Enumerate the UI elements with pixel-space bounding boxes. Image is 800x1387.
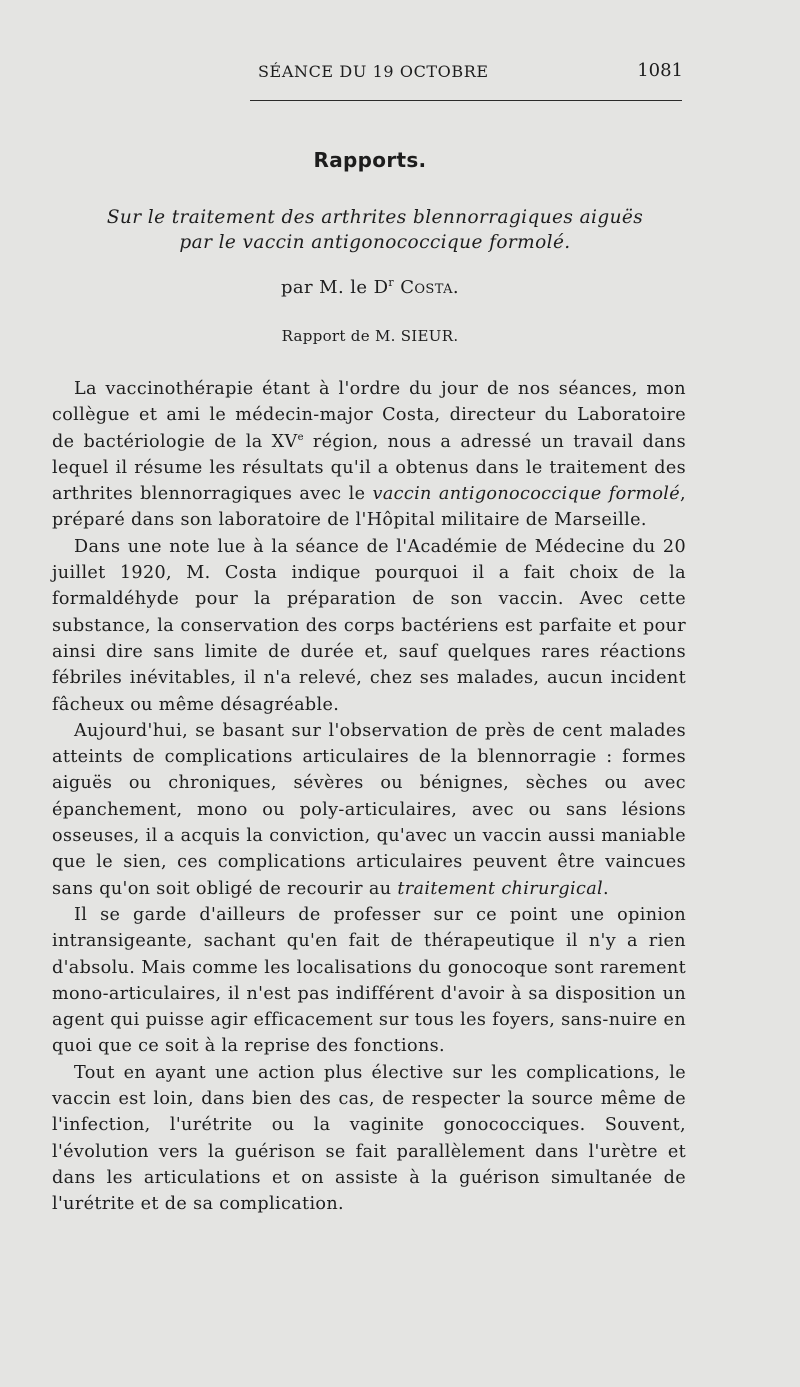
p1-text-b: région, nous a adressé un travail dans lequel il résume les résultats qu'il a obtenus dans le traitement des arthrites blennorragiques avec le [52, 431, 686, 505]
p1-superscript: e [297, 431, 304, 443]
byline-degree: r [388, 276, 395, 289]
paragraph-4: Il se garde d'ailleurs de professer sur ce point une opinion intransigeante, sachant qu'en fait de thérapeutique il n'y a rien d'absolu. Mais comme les localisations du gonocoque sont rarement mono-articulaires, il n'est pas indifférent d'avoir à sa disposition un agent qui puisse agir efficacement sur tous les foyers, sans-nuire en quoi que ce soit à la reprise des fonctions. [52, 904, 686, 1057]
paragraph-5: Tout en ayant une action plus élective sur les complications, le vaccin est loin, dans bien des cas, de respecter la source même de l'infection, l'urétrite ou la vaginite gonococciques. Souvent, l'évolution vers la guérison se fait parallèlement dans l'urètre et dans les articulations et on assiste à la guérison simultanée de l'urétrite et de sa complication. [52, 1062, 686, 1215]
p3-italic: traitement chirurgical [397, 878, 604, 899]
p3-text-c: . [603, 878, 609, 899]
byline [0, 276, 740, 298]
page-number: 1081 [637, 60, 683, 81]
byline-prefix: par M. le D [280, 277, 389, 298]
paragraph-2: Dans une note lue à la séance de l'Académie de Médecine du 20 juillet 1920, M. Costa indique pourquoi il a fait choix de la formaldéhyde pour la préparation de son vaccin. Avec cette substance, la conservation des corps bactériens est parfaite et pour ainsi dire sans limite de durée et, sauf quelques rares réactions fébriles inévitables, il n'a relevé, chez ses malades, aucun incident fâcheux ou même désagréable. [52, 536, 686, 715]
report-line: Rapport de M. SIEUR. [281, 327, 459, 345]
p1-text-a: La vaccinothérapie étant à l'ordre du jour de nos séances, mon collègue et ami le médecin-major Costa, directeur du Laboratoire de bactériologie de la XV [52, 379, 686, 452]
paper-title-line-2: par le vaccin antigonococcique formolé. [179, 232, 571, 253]
paper-title-line-1: Sur le traitement des arthrites blennorragiques aiguës [106, 207, 644, 228]
section-title: Rapports. [313, 148, 427, 172]
byline-author: Costa. [400, 277, 460, 298]
running-title: SÉANCE DU 19 OCTOBRE [258, 62, 489, 81]
running-head [250, 60, 685, 84]
paragraph-3 [52, 718, 686, 902]
p3-text-a: Aujourd'hui, se basant sur l'observation de près de cent malades atteints de complications articulaires de la blennorragie : formes aiguës ou chroniques, sévères ou bénignes, sèches ou avec épanchement, mono ou poly-articulaires, avec ou sans lésions osseuses, il a acquis la conviction, qu'avec un vaccin aussi maniable que le sien, ces complications articulaires peuvent être vaincues sans qu'on soit obligé de recourir au [52, 720, 686, 899]
header-rule [250, 100, 682, 101]
paper-title [95, 205, 655, 255]
p1-text-c: , préparé dans son laboratoire de l'Hôpital militaire de Marseille. [52, 484, 686, 531]
paragraph-1 [52, 376, 686, 534]
p1-italic: vaccin antigonococcique formolé [372, 484, 681, 505]
body-text [52, 376, 686, 1218]
